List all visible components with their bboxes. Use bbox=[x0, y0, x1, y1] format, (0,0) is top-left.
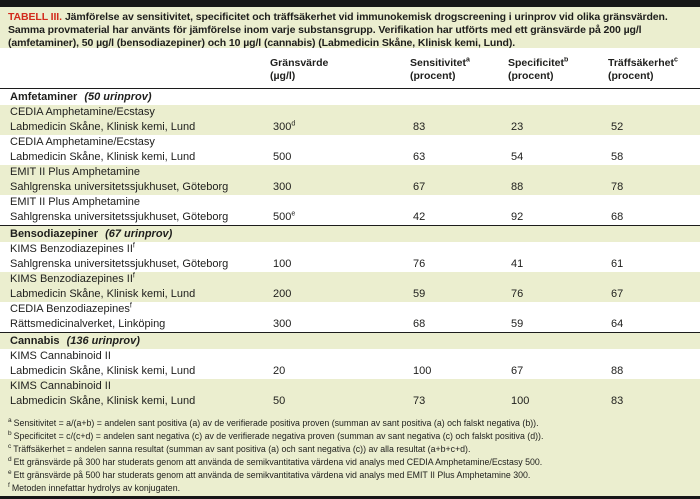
footnotes bbox=[0, 409, 700, 496]
lab-name: Sahlgrenska universitetssjukhuset, Göteborg bbox=[10, 211, 229, 223]
accuracy-value: 64 bbox=[611, 318, 624, 330]
sensitivity-value: 76 bbox=[413, 258, 426, 270]
table-row bbox=[0, 379, 700, 409]
method-name: CEDIA Amphetamine/Ecstasy bbox=[10, 136, 155, 148]
method-name: KIMS Benzodiazepines $II^f$ bbox=[10, 242, 135, 255]
table-row bbox=[0, 105, 700, 135]
cutoff-value: 50 bbox=[273, 395, 286, 407]
method-name: CEDIA Amphetamine/Ecstasy bbox=[10, 106, 155, 118]
section-name: Amfetaminer bbox=[10, 91, 78, 103]
superscript: f bbox=[132, 272, 135, 280]
section-header-cannabis bbox=[0, 332, 700, 349]
method-name: EMIT II Plus Amphetamine bbox=[10, 166, 141, 178]
specificity-value: 92 bbox=[511, 211, 524, 223]
section-sample-count: (50 urinprov) bbox=[84, 91, 152, 103]
section-header-amfetaminer bbox=[0, 88, 700, 105]
superscript: c bbox=[673, 57, 678, 64]
superscript: b bbox=[564, 57, 569, 64]
cutoff-value: 300 bbox=[273, 318, 292, 330]
sensitivity-value: 42 bbox=[413, 211, 426, 223]
accuracy-value: 68 bbox=[611, 211, 624, 223]
col-header-sensitivity: Sensitivitet$^a$ (procent) bbox=[410, 57, 470, 82]
accuracy-value: 52 bbox=[611, 121, 624, 133]
section-sample-count: (136 urinprov) bbox=[66, 335, 140, 347]
section-name: Cannabis bbox=[10, 335, 60, 347]
specificity-value: 88 bbox=[511, 181, 524, 193]
cutoff-value: 300$^d$ bbox=[273, 120, 296, 133]
cutoff-value: 300 bbox=[273, 181, 292, 193]
superscript: e bbox=[8, 469, 12, 477]
superscript: d bbox=[291, 120, 296, 128]
sensitivity-value: 100 bbox=[413, 365, 432, 377]
sensitivity-value: 67 bbox=[413, 181, 426, 193]
table-row bbox=[0, 195, 700, 225]
table-number-tag: TABELL III. bbox=[8, 11, 62, 23]
column-headers bbox=[0, 48, 700, 88]
table-row bbox=[0, 272, 700, 302]
accuracy-value: 58 bbox=[611, 151, 624, 163]
top-rule-bar bbox=[0, 0, 700, 7]
section-name: Bensodiazepiner bbox=[10, 228, 99, 240]
method-name: KIMS Cannabinoid II bbox=[10, 380, 111, 392]
superscript: f bbox=[132, 242, 135, 250]
table-row bbox=[0, 135, 700, 165]
specificity-value: 59 bbox=[511, 318, 524, 330]
col-header-method bbox=[10, 57, 270, 88]
cutoff-value: 200 bbox=[273, 288, 292, 300]
accuracy-value: 61 bbox=[611, 258, 624, 270]
footnote-a: $^a$ Sensitivitet = a/(a+b) = andelen sant positiva (a) av de verifierade positiva proven (summan av sant positiva (a) och falskt negativa (b)). bbox=[8, 417, 539, 428]
section-sample-count: (67 urinprov) bbox=[105, 228, 173, 240]
sensitivity-value: 83 bbox=[413, 121, 426, 133]
sensitivity-value: 73 bbox=[413, 395, 426, 407]
table-row bbox=[0, 165, 700, 195]
footnote-f: $^f$ Metoden innefattar hydrolys av konjugaten. bbox=[8, 482, 181, 493]
lab-name: Labmedicin Skåne, Klinisk kemi, Lund bbox=[10, 365, 196, 377]
footnote-b: $^b$ Specificitet = c/(c+d) = andelen sant negativa (c) av de verifierade negativa proven (summan av sant negativa (c) och falskt positiva (d)). bbox=[8, 430, 544, 441]
table-row bbox=[0, 302, 700, 332]
accuracy-value: 83 bbox=[611, 395, 624, 407]
col-header-cutoff: Gränsvärde (µg/l) bbox=[270, 57, 329, 82]
col-header-specificity: Specificitet$^b$ (procent) bbox=[508, 57, 569, 82]
footnote-c: $^c$ Träffsäkerhet = andelen sanna resultat (summan av sant positiva (a) och sant negativa (c)) av alla resultat (a+b+c+d). bbox=[8, 443, 471, 454]
specificity-value: 54 bbox=[511, 151, 524, 163]
superscript: f bbox=[8, 482, 10, 490]
table-caption bbox=[0, 7, 700, 48]
specificity-value: 23 bbox=[511, 121, 524, 133]
lab-name: Sahlgrenska universitetssjukhuset, Göteborg bbox=[10, 181, 229, 193]
superscript: f bbox=[129, 302, 132, 310]
cutoff-value: 500e bbox=[273, 210, 296, 223]
col-header-accuracy: Träffsäkerhet$^c$ (procent) bbox=[608, 57, 678, 82]
superscript: b bbox=[8, 430, 12, 438]
lab-name: Labmedicin Skåne, Klinisk kemi, Lund bbox=[10, 121, 196, 133]
superscript: c bbox=[8, 443, 12, 451]
accuracy-value: 67 bbox=[611, 288, 624, 300]
specificity-value: 67 bbox=[511, 365, 524, 377]
accuracy-value: 78 bbox=[611, 181, 624, 193]
sensitivity-value: 68 bbox=[413, 318, 426, 330]
method-name: KIMS Cannabinoid II bbox=[10, 350, 111, 362]
table-row bbox=[0, 242, 700, 272]
table-caption-text: Jämförelse av sensitivitet, specificitet och träffsäkerhet vid immunokemisk drogscreening i urinprov vid olika gränsvärden. Samma provmaterial har använts för jämförelse inom varje substansgrupp. Verifikation har utförts med ett gränsvärde på 200 µg/l (amfetaminer), 50 µg/l (bensodiazepiner) och 10 µg/l (cannabis) (Labmedicin Skåne, Klinisk kemi, Lund). bbox=[8, 11, 668, 48]
sensitivity-value: 59 bbox=[413, 288, 426, 300]
lab-name: Sahlgrenska universitetssjukhuset, Göteborg bbox=[10, 258, 229, 270]
sensitivity-value: 63 bbox=[413, 151, 426, 163]
method-name: EMIT II Plus Amphetamine bbox=[10, 196, 141, 208]
accuracy-value: 88 bbox=[611, 365, 624, 377]
superscript: a bbox=[466, 57, 470, 64]
method-name: KIMS Benzodiazepines $II^f$ bbox=[10, 272, 135, 285]
cutoff-value: 20 bbox=[273, 365, 286, 377]
cutoff-value: 100 bbox=[273, 258, 292, 270]
table-row bbox=[0, 349, 700, 379]
lab-name: Labmedicin Skåne, Klinisk kemi, Lund bbox=[10, 288, 196, 300]
method-name: CEDIA Benzodiazepines$^f$ bbox=[10, 302, 132, 315]
footnote-d: $^d$ Ett gränsvärde på 300 har studerats genom att använda de semikvantitativa värdena vid analys med CEDIA Amphetamine/Ecstasy 500. bbox=[8, 456, 543, 467]
specificity-value: 100 bbox=[511, 395, 530, 407]
section-header-bensodiazepiner bbox=[0, 225, 700, 242]
specificity-value: 76 bbox=[511, 288, 524, 300]
superscript: a bbox=[8, 417, 12, 425]
superscript: d bbox=[8, 456, 12, 464]
lab-name: Rättsmedicinalverket, Linköping bbox=[10, 318, 166, 330]
cutoff-value: 500 bbox=[273, 151, 292, 163]
footnote-e: $^e$ Ett gränsvärde på 500 har studerats genom att använda de semikvantitativa värdena vid analys med EMIT II Plus Amphetamine 300. bbox=[8, 469, 531, 480]
specificity-value: 41 bbox=[511, 258, 524, 270]
lab-name: Labmedicin Skåne, Klinisk kemi, Lund bbox=[10, 151, 196, 163]
superscript: e bbox=[291, 210, 296, 218]
lab-name: Labmedicin Skåne, Klinisk kemi, Lund bbox=[10, 395, 196, 407]
